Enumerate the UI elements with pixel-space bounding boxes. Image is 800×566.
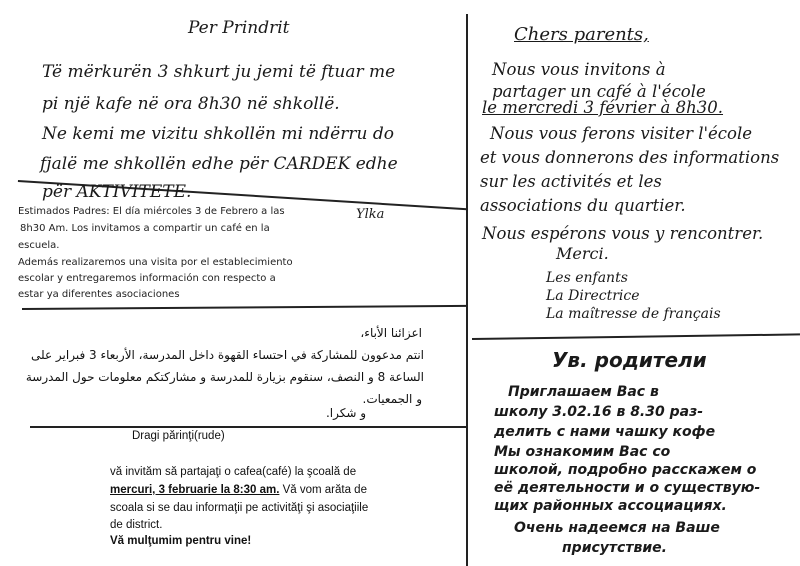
romanian-line: scoala si se dau informaţii pe activităţi şi asociaţiile [110,502,369,514]
albanian-line: Ne kemi me vizitu shkollën mi ndërru do [42,124,394,144]
divider-right [472,333,800,339]
romanian-thanks: Vă mulţumim pentru vine! [110,535,252,547]
divider-vertical [466,14,468,566]
divider-left-lower [30,426,468,428]
french-signer: Les enfants [546,270,628,286]
divider-left-middle [22,305,468,310]
romanian-line: de district. [110,519,163,531]
french-signer: La Directrice [546,288,640,304]
albanian-title: Per Prindrit [188,18,290,38]
spanish-line: escolar y entregaremos información con respecto a [18,273,276,284]
albanian-signature: Ylka [356,207,385,222]
french-signer: La maîtresse de français [546,306,721,322]
russian-line: школу 3.02.16 в 8.30 раз- [494,404,704,420]
russian-closing: присутствие. [562,540,667,556]
arabic-line: انتم مدعوون للمشاركة في احتساء القهوة داخل المدرسة، الأربعاء 3 فبراير على [30,348,424,362]
french-line: Nous vous ferons visiter l'école [490,124,753,143]
russian-line: делить с нами чашку кофе [494,424,716,440]
romanian-line-rest: Vă vom arăta de [279,484,367,496]
french-line: et vous donnerons des informations [480,148,780,167]
russian-line: её деятельности и о существую- [494,480,761,496]
french-line: partager un café à l'école [492,82,706,101]
arabic-line: الساعة 8 و النصف، سنقوم بزيارة للمدرسة و مشاركتكم معلومات حول المدرسة [25,370,424,384]
spanish-line: Estimados Padres: El día miércoles 3 de Febrero a las [18,206,285,217]
spanish-line: estar ya diferentes asociaciones [18,289,180,300]
albanian-line: pi një kafe në ora 8h30 në shkollë. [42,94,340,114]
spanish-line: Además realizaremos una visita por el establecimiento [18,257,293,268]
romanian-date: mercuri, 3 februarie la 8:30 am. [110,484,280,496]
arabic-line: و الجمعيات. [362,392,422,406]
arabic-line: اعزائنا الأباء، [360,326,422,340]
arabic-line: و شكرا. [325,406,366,420]
albanian-line: fjalë me shkollën edhe për CARDEK edhe [40,154,398,174]
spanish-line: escuela. [18,240,60,251]
albanian-line: për AKTIVITETE. [42,182,192,202]
russian-line: щих районных ассоциациях. [494,498,727,514]
russian-title: Ув. родители [552,348,707,372]
romanian-line: vă invităm să partajaţi o cafea(café) la şcoală de [110,466,357,478]
russian-closing: Очень надеемся на Ваше [514,520,720,536]
russian-line: Приглашаем Вас в [508,384,659,400]
french-line: Nous vous invitons à [492,60,666,79]
french-line: sur les activités et les [480,172,662,191]
spanish-line: 8h30 Am. Los invitamos a compartir un café en la [20,223,270,234]
french-title: Chers parents, [514,24,649,45]
romanian-title: Dragi părinţi(rude) [132,430,225,442]
french-line-date: le mercredi 3 février à 8h30. [482,98,724,117]
french-line: associations du quartier. [480,196,686,215]
albanian-line: Të mërkurën 3 shkurt ju jemi të ftuar me [42,62,396,82]
french-line: Nous espérons vous y rencontrer. [482,224,764,243]
romanian-line [110,484,367,496]
russian-line: школой, подробно расскажем о [494,462,757,478]
russian-line: Мы ознакомим Вас со [494,444,671,460]
french-merci: Merci. [556,244,609,263]
